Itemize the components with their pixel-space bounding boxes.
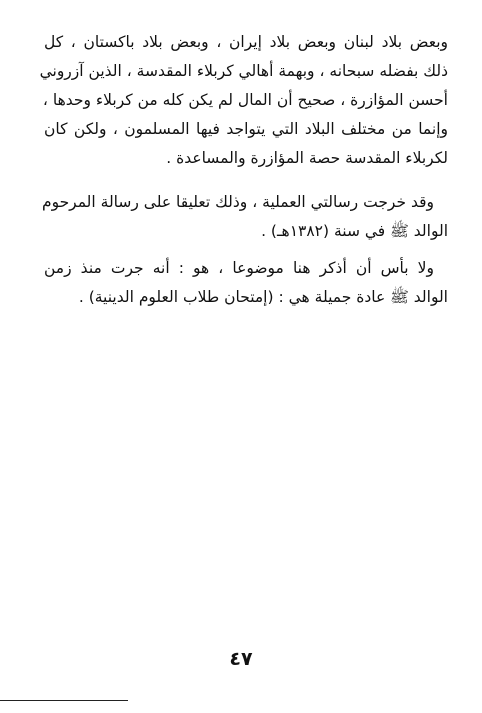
paragraph-line: ذلك بفضله سبحانه ، وبهمة أهالي كربلاء المقدسة ، الذين آزروني — [39, 62, 448, 80]
paragraph-line: لكربلاء المقدسة حصة المؤازرة والمساعدة . — [166, 149, 448, 167]
paragraph-line: الوالد ﷺ عادة جميلة هي : (إمتحان طلاب العلوم الدينية) . — [78, 288, 448, 306]
paragraph-2 — [41, 188, 448, 246]
paragraph-line: وبعض بلاد لبنان وبعض بلاد إيران ، وبعض بلاد باكستان ، كل — [44, 33, 448, 51]
footer-rule — [0, 700, 128, 701]
paragraph-line: أحسن المؤازرة ، صحيح أن المال لم يكن كله من كربلاء وحدها ، — [42, 91, 448, 109]
paragraph-line: وقد خرجت رسالتي العملية ، وذلك تعليقا على رسالة المرحوم — [41, 193, 434, 211]
paragraph-3 — [44, 254, 448, 312]
paragraph-1 — [39, 28, 448, 173]
paragraph-line: وإنما من مختلف البلاد التي يتواجد فيها المسلمون ، ولكن كان — [44, 120, 448, 138]
paragraph-line: ولا بأس أن أذكر هنا موضوعا ، هو : أنه جرت منذ زمن — [44, 259, 434, 277]
paragraph-line: الوالد ﷺ في سنة (١٣٨٢هـ) . — [261, 222, 448, 240]
page-number: ٤٧ — [229, 648, 253, 670]
